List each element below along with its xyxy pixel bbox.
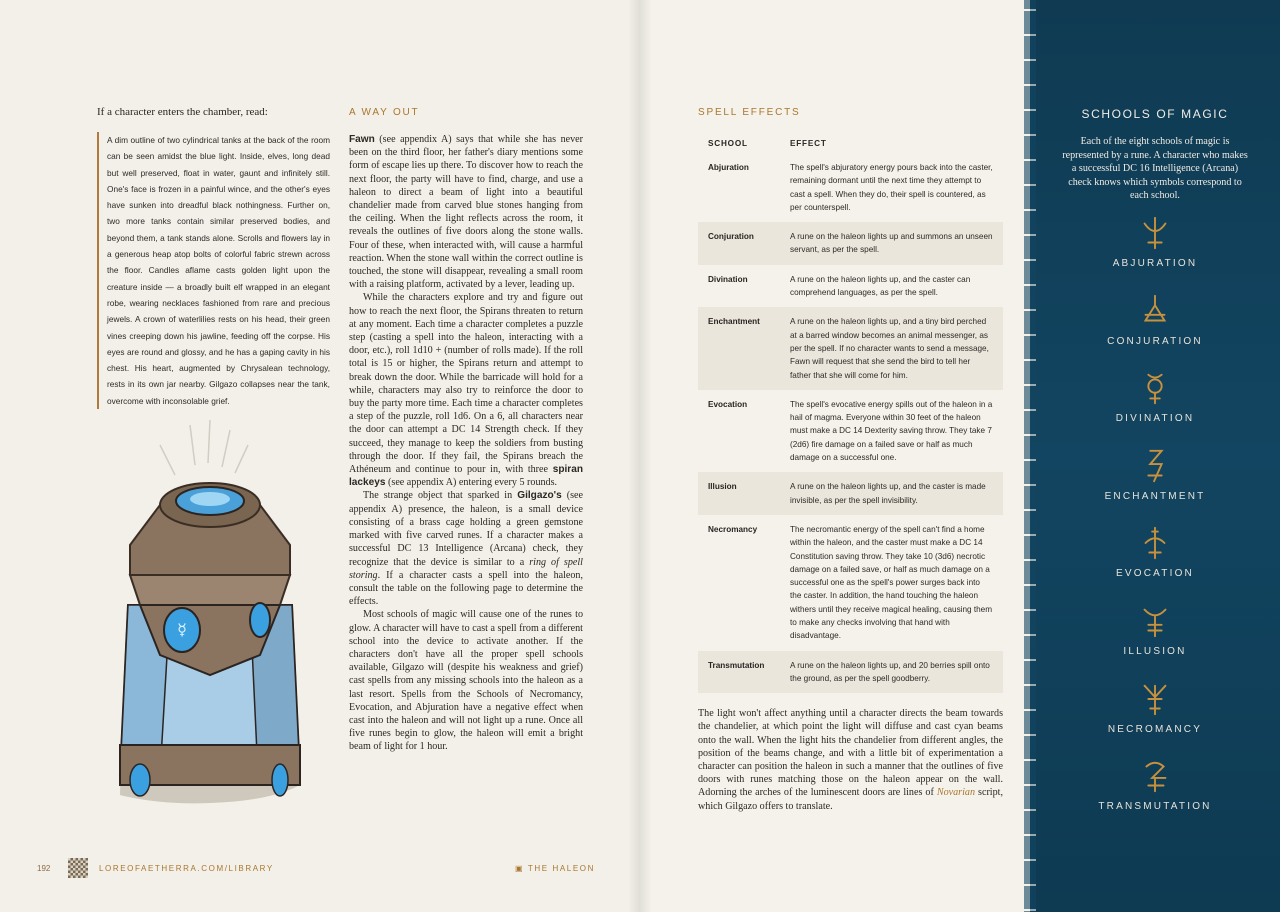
abjuration-rune-icon <box>1140 214 1170 252</box>
school-cell: Conjuration <box>708 232 754 242</box>
table-header <box>698 133 1003 153</box>
school-cell: Necromancy <box>708 524 758 534</box>
divination-rune-icon <box>1140 369 1170 407</box>
effect-cell: The spell's abjuratory energy pours back into the caster, remaining dormant until the next time they attempt to cast a spell. When they do, their spell is countered, as per counterspell. <box>790 163 993 212</box>
table-row <box>698 307 1003 389</box>
effect-cell: A rune on the haleon lights up, and the caster is made invisible, as per the spell invisibility. <box>790 482 986 505</box>
rune-label: ABJURATION <box>1112 258 1198 269</box>
chapter-name: ▣ THE HALEON <box>515 864 595 873</box>
a-way-out-section <box>349 107 583 754</box>
library-link[interactable]: LOREOFAETHERRA.COM/LIBRARY <box>99 864 274 873</box>
sidebar-description: Each of the eight schools of magic is represented by a rune. A character who makes a successful DC 16 Intelligence (Arcana) check knows which symbols correspond to each school. <box>1062 136 1248 201</box>
paragraph-3: The strange object that sparked in Gilgazo's (see appendix A) presence, the haleon, is a small device consisting of a brass cage holding a green gemstone marked with five carved runes. If a character makes a successful DC 13 Intelligence (Arcana) check, they recognize that the device is similar to a ring of spell storing. If a character casts a spell into the haleon, consult the table on the following page to determine the effects. <box>349 490 583 608</box>
illusion-rune-icon <box>1140 602 1170 640</box>
rune-conjuration <box>1030 292 1280 347</box>
rune-enchantment <box>1030 447 1280 502</box>
section-heading: SPELL EFFECTS <box>698 107 801 118</box>
column-header-school: SCHOOL <box>708 138 748 148</box>
qr-code-icon[interactable] <box>68 858 88 878</box>
after-table-paragraph: The light won't affect anything until a character directs the beam towards the chandelier, at which point the light will diffuse and cast cyan beams onto the wall. When the light hits the chandelier from different angles, the position of the beams change, and with a little bit of experimentation a character can position the haleon in such a manner that the outlines of five doors with runes matching those on the haleon appear on the wall. Adorning the arches of the luminescent doors are lines of Novarian script, which Gilgazo offers to translate. <box>698 708 1003 812</box>
script-name: Novarian <box>936 787 975 799</box>
enchantment-rune-icon <box>1140 447 1170 485</box>
haleon-illustration <box>100 405 310 815</box>
paragraph-4: Most schools of magic will cause one of the runes to glow. A character will have to cast a spell from a different school into the device to activate another. If the characters don't have all the proper spell schools available, Gilgazo will (despite his weakness and grief) cast spells from any missing schools into the haleon as a last resort. Spells from the Schools of Necromancy, Evocation, and Abjuration have a negative effect when cast into the haleon and will not light up a rune. Once all five runes begin to glow, the haleon will emit a bright beam of light for 1 hour. <box>349 609 583 753</box>
rune-divination <box>1030 369 1280 424</box>
item-name: ring of spell storing <box>349 556 583 581</box>
page-gutter <box>628 0 652 912</box>
school-cell: Illusion <box>708 482 737 492</box>
table-row <box>698 651 1003 694</box>
effect-cell: A rune on the haleon lights up, and 20 berries spill onto the ground, as per the spell goodberry. <box>790 660 990 683</box>
school-cell: Enchantment <box>708 317 760 327</box>
effect-cell: A rune on the haleon lights up and summons an unseen servant, as per the spell. <box>790 232 993 255</box>
effect-cell: The necromantic energy of the spell can't find a home within the haleon, and the caster must make a DC 14 Constitution saving throw. They take 10 (3d6) necrotic damage on a failed save, or half as much damage on a successful one as the spell's power surges back into the caster. In addition, the hand touching the haleon withers until they receive magical healing, causing them to make any checks involving that hand with disadvantage. <box>790 524 993 641</box>
table-row <box>698 390 1003 472</box>
rune-necromancy <box>1030 680 1280 735</box>
rune-evocation <box>1030 524 1280 579</box>
rune-abjuration <box>1030 214 1280 269</box>
section-heading: A WAY OUT <box>349 107 420 118</box>
read-aloud-box: A dim outline of two cylindrical tanks at the back of the room can be seen amidst the blue light. Inside, elves, long dead but well preserved, float in water, gaunt and infinitely still. One's face is frozen in a painful wince, and the other's eyes have sunken into dreadful black nothingness. Further on, two more tanks contain similar preserved bodies, and beyond them, a tank stands alone. Scrolls and flowers lay in a generous heap atop bolts of colorful fabric strewn across the floor. Candles aflame casts golden light upon the creature inside — a broadly built elf wrapped in an elegant robe, wearing necklaces fashioned from rare and precious jewels. A crown of waterlilies rests on his head, their green vines creeping down his jawline, feeding off the corpse. His eyes are round and glossy, and he has a gaping cavity in his chest. His heart, augmented by Chrysalean technology, rests in its own jar nearby. Gilgazo collapses near the tank, overcome with inconsolable grief. <box>97 132 330 409</box>
read-aloud-intro: If a character enters the chamber, read: <box>97 106 268 118</box>
monster-name: spiran lackeys <box>349 464 583 489</box>
rune-label: CONJURATION <box>1107 335 1203 347</box>
column-header-effect: EFFECT <box>790 138 827 148</box>
effect-cell: A rune on the haleon lights up, and a tiny bird perched at a barred window becomes an animal messenger, as per the spell. If no character wants to send a message, Fawn will request that she send the bird to tell her father that she will come for him. <box>790 317 989 380</box>
table-row <box>698 472 1003 515</box>
paragraph-2: While the characters explore and try and figure out how to reach the next floor, the Spirans threaten to return at any moment. Each time a character completes a puzzle step (casting a spell into the haleon, interacting with a door, etc.), roll 1d10 + (number of rolls made). If the roll total is 15 or higher, the Spirans return and attempt to break down the door. While the barricade will hold for a while, characters may also try to reinforce the door to buy the party more time. Each time a character completes a step of the puzzle, roll 1d6. On a 6, all characters near the door can attempt a DC 14 Strength check. If they succeed, they manage to keep the soldiers from busting through the door. If they fail, the Spirans breach the Athéneum and continue to pour in, with three spiran lackeys (see appendix A) entering every 5 rounds. <box>349 292 583 489</box>
rune-label: EVOCATION <box>1116 568 1194 580</box>
rune-label: DIVINATION <box>1115 413 1195 425</box>
effect-cell: The spell's evocative energy spills out of the haleon in a hail of magma. Everyone within 30 feet of the haleon must make a DC 14 Dexterity saving throw. They take 7 (2d6) fire damage on a failed save or half as much damage on a successful one. <box>790 399 993 463</box>
necromancy-rune-icon <box>1140 680 1170 718</box>
transmutation-rune-icon <box>1140 757 1170 795</box>
school-cell: Abjuration <box>708 163 749 172</box>
school-cell: Transmutation <box>708 660 765 670</box>
table-row <box>698 265 1003 308</box>
page-number: 192 <box>37 864 51 873</box>
table-row <box>698 222 1003 265</box>
paragraph-1: Fawn (see appendix A) says that while she has never been on the third floor, her father's diary mentions some form of escape lies up there. To discover how to reach the next floor, the party will have to find, charge, and use a haleon to direct a beam of light into a beautiful chandelier made from carved blue stones hanging from the ceiling. When the light reflects across the room, it reveals the outlines of five doors along the stone walls. Four of these, when interacted with, will cause a harmful reaction. When the stone wall within the correct outline is touched, the stone will disappear, revealing a small room with a raising platform, activated by a lever, leading up. <box>349 134 583 291</box>
table-body <box>698 153 1003 693</box>
rune-transmutation <box>1030 757 1280 812</box>
rune-illusion <box>1030 602 1280 657</box>
school-cell: Divination <box>708 274 748 284</box>
rune-label: NECROMANCY <box>1107 723 1203 735</box>
effect-cell: A rune on the haleon lights up, and the caster can comprehend languages, as per the spell. <box>790 274 971 298</box>
rune-label: ENCHANTMENT <box>1104 490 1206 502</box>
school-cell: Evocation <box>708 399 748 409</box>
svg-text:☿: ☿ <box>177 620 187 639</box>
npc-name-fawn: Fawn <box>349 134 375 145</box>
spell-effects-section <box>698 107 1003 813</box>
spell-effects-table <box>698 133 1003 693</box>
table-row <box>698 153 1003 222</box>
section-body <box>349 133 583 754</box>
conjuration-rune-icon <box>1140 292 1170 330</box>
rune-label: ILLUSION <box>1123 646 1187 657</box>
rune-label: TRANSMUTATION <box>1098 801 1212 813</box>
evocation-rune-icon <box>1140 524 1170 562</box>
npc-name-gilgazo: Gilgazo's <box>517 490 562 502</box>
table-row <box>698 515 1003 651</box>
sidebar-title: SCHOOLS OF MAGIC <box>1081 107 1229 121</box>
